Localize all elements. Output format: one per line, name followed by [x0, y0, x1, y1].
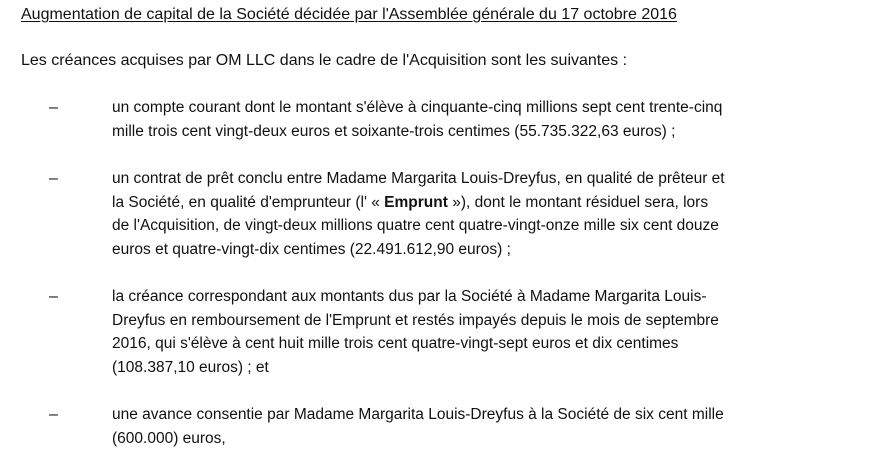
text-line: une avance consentie par Madame Margarita Louis-Dreyfus à la Société de six cent mille	[112, 406, 724, 423]
defined-term-emprunt: Emprunt	[384, 193, 448, 211]
text-line: un compte courant dont le montant s'élève à cinquante-cinq millions sept cent trente-cinq	[112, 99, 723, 116]
list-bullet: –	[49, 170, 58, 187]
list-item-text	[112, 285, 812, 379]
list-item-text	[112, 96, 812, 143]
text-line: de l'Acquisition, de vingt-deux millions quatre cent quatre-vingt-onze mille six cent douze	[112, 217, 719, 234]
text-line: 2016, qui s'élève à cent huit mille trois cent quatre-vingt-sept euros et dix centimes	[112, 335, 679, 352]
text-line	[112, 191, 812, 215]
text-line: euros et quatre-vingt-dix centimes (22.491.612,90 euros) ;	[112, 240, 511, 258]
text-line: (600.000) euros,	[112, 429, 226, 447]
text-line: mille trois cent vingt-deux euros et soixante-trois centimes (55.735.322,63 euros) ;	[112, 122, 676, 140]
text-segment: la Société, en qualité d'emprunteur (l' «	[112, 193, 385, 211]
text-line: un contrat de prêt conclu entre Madame Margarita Louis-Dreyfus, en qualité de prêteur et	[112, 170, 725, 187]
list-bullet: –	[49, 288, 58, 305]
text-line: la créance correspondant aux montants dus par la Société à Madame Margarita Louis-	[112, 288, 707, 305]
list-item-text	[112, 403, 812, 450]
text-segment: »), dont le montant résiduel sera, lors	[447, 193, 709, 211]
list-item-text	[112, 167, 812, 261]
list-bullet: –	[49, 406, 58, 423]
text-line: (108.387,10 euros) ; et	[112, 358, 269, 376]
list-bullet: –	[49, 99, 58, 116]
intro-paragraph: Les créances acquises par OM LLC dans le cadre de l'Acquisition sont les suivantes :	[21, 52, 628, 69]
text-line: Dreyfus en remboursement de l'Emprunt et restés impayés depuis le mois de septembre	[112, 311, 719, 329]
section-heading: Augmentation de capital de la Société décidée par l'Assemblée générale du 17 octobre 2016	[21, 6, 677, 23]
